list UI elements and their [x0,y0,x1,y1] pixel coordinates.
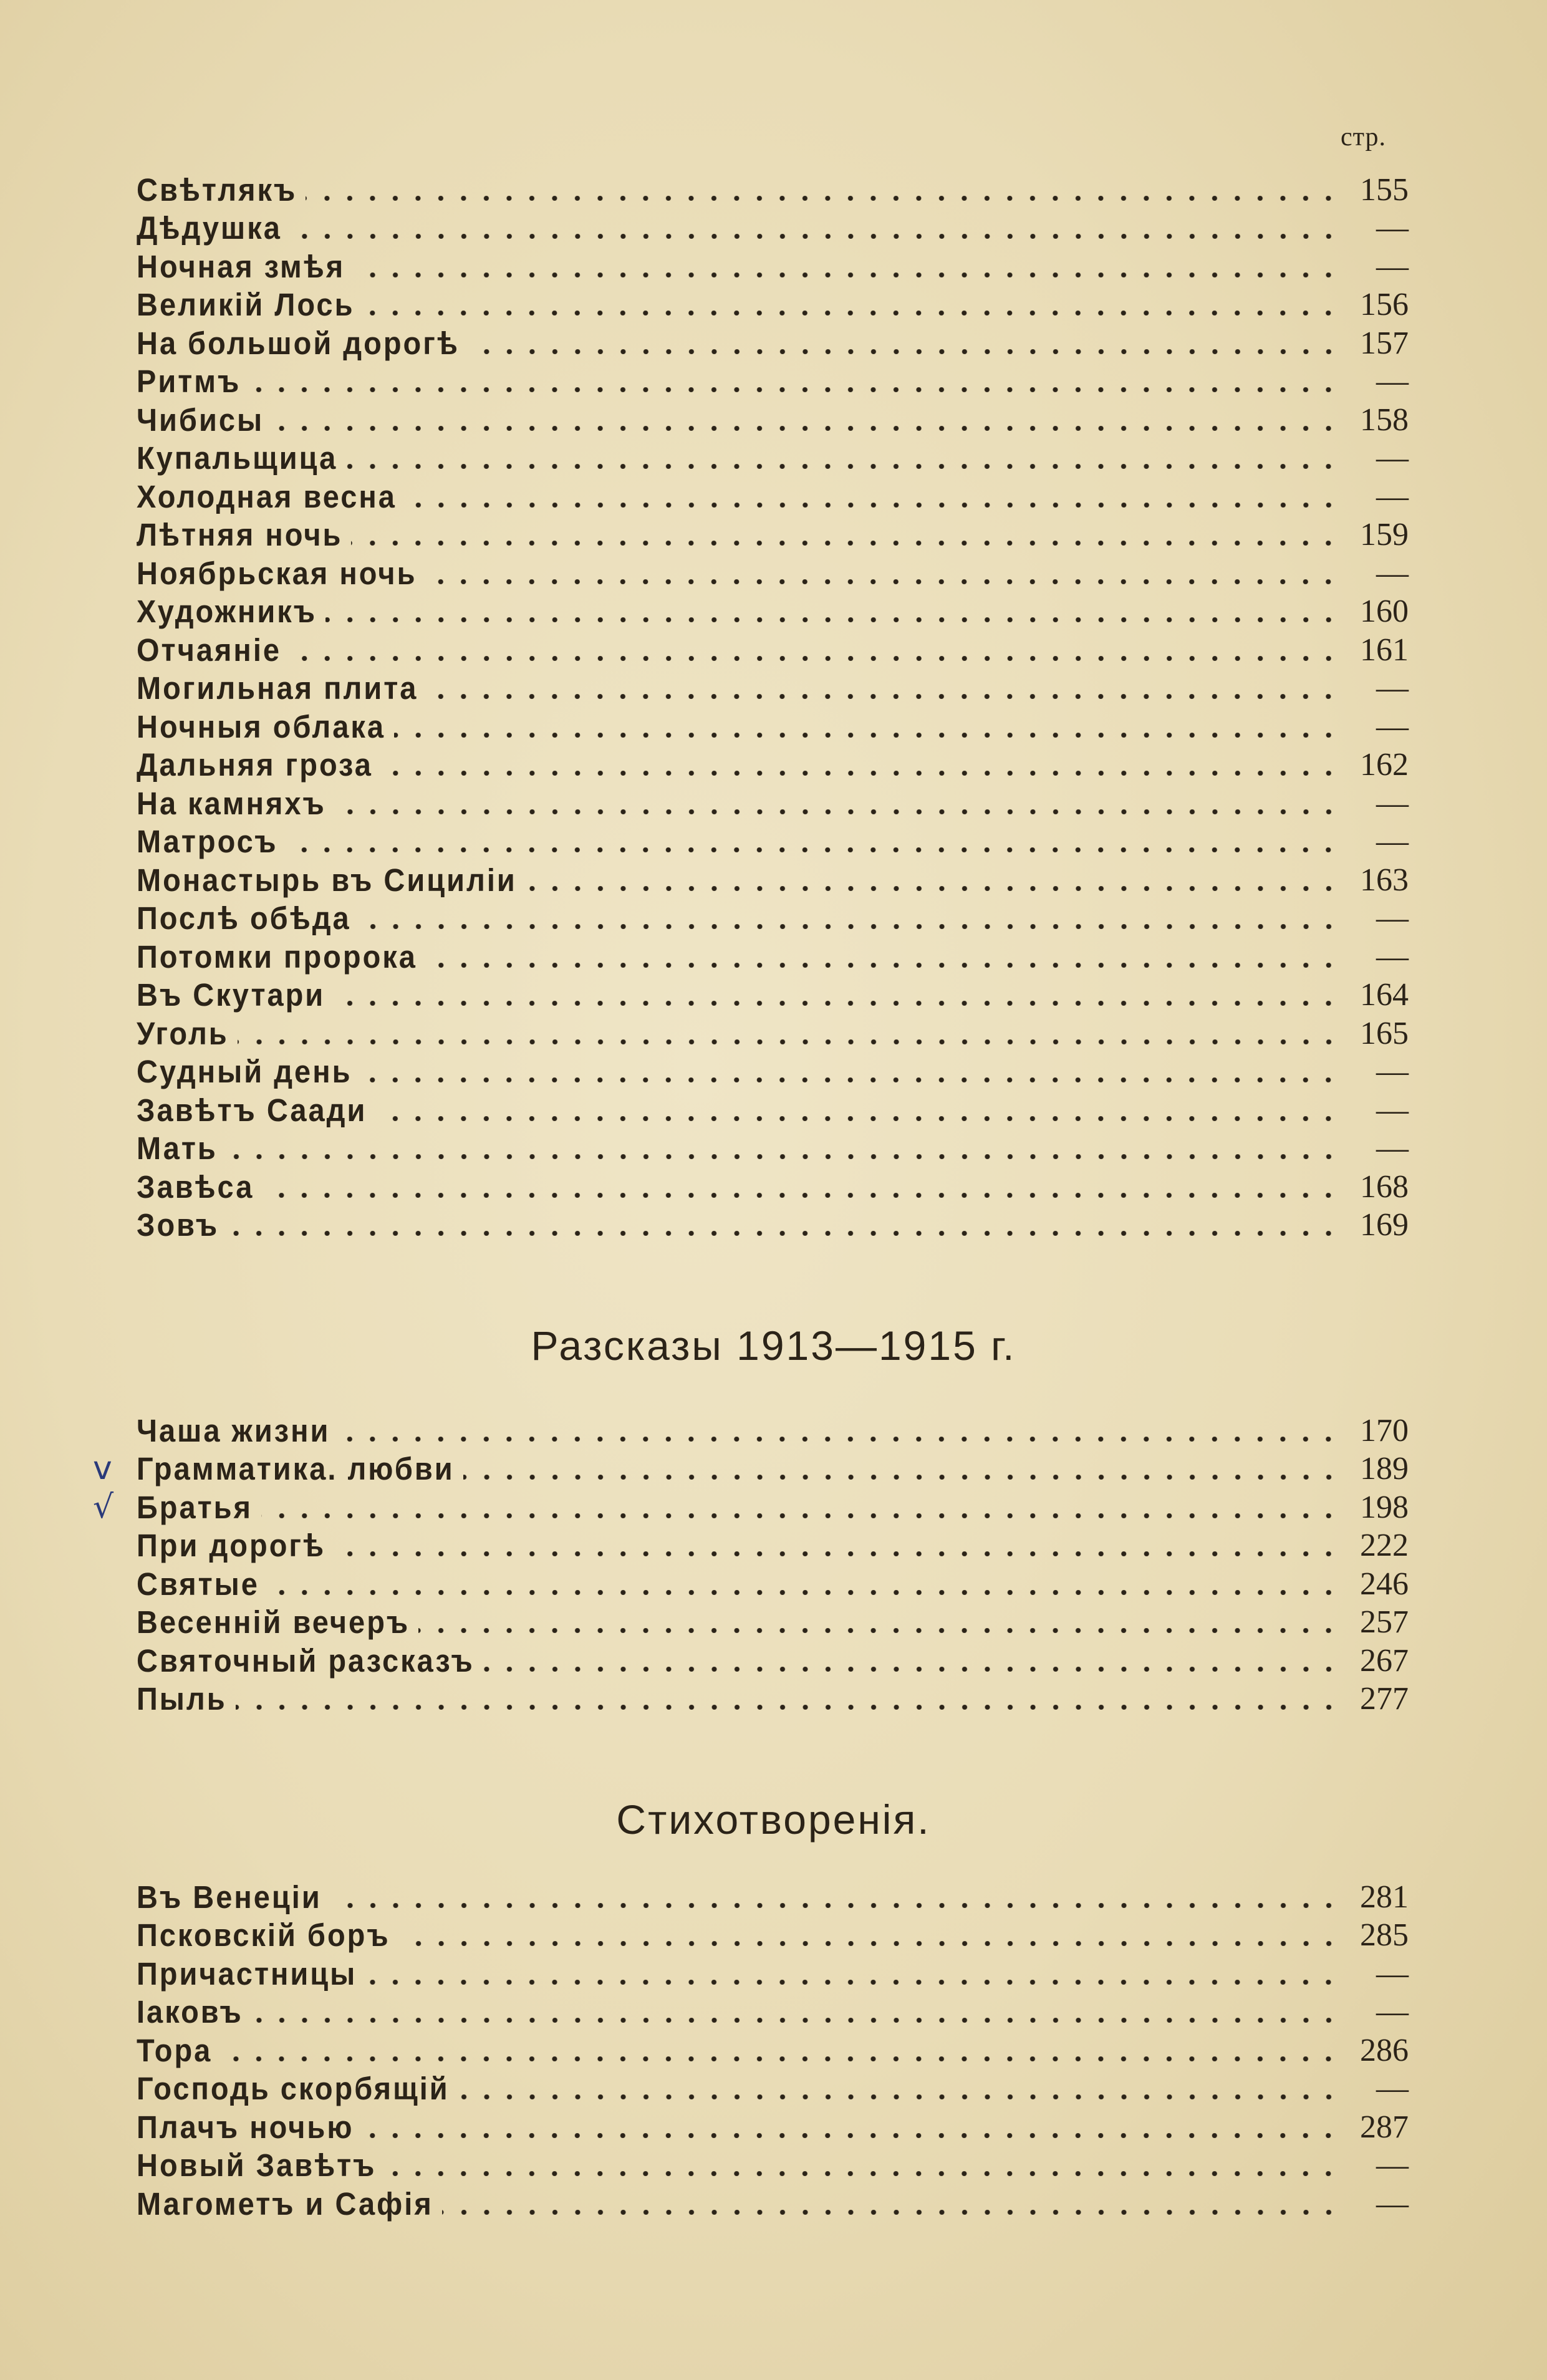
toc-entry [137,1992,1409,2031]
entry-page-number: — [1376,708,1409,744]
toc-entry [137,2030,1409,2069]
toc-entry [137,1410,1409,1449]
toc-entry [137,630,1409,668]
entry-title: Матросъ [137,823,278,859]
dot-leader [382,771,1340,776]
entry-title: Ритмъ [137,363,241,399]
toc-section-stories [93,1410,1409,1717]
handwritten-checkmark-icon: v [93,1450,112,1487]
entry-page-number: — [1376,2147,1409,2183]
toc-entry [137,937,1409,975]
entry-title: Магометъ и Сафія [137,2185,433,2222]
toc-entry [137,1602,1409,1641]
entry-page-number: — [1376,900,1409,936]
entry-title: Причастницы [137,1955,357,1992]
entry-page-number: — [1376,2185,1409,2222]
dot-leader [418,1628,1340,1633]
entry-title: Отчаяніе [137,632,282,668]
toc-entry [137,170,1409,208]
toc-entry [137,745,1409,784]
entry-title: При дорогѣ [137,1527,326,1563]
toc-entry [137,899,1409,937]
entry-title: Плачъ ночью [137,2109,354,2145]
toc-entry [137,860,1409,899]
entry-title: Святые [137,1566,259,1602]
toc-entry [137,822,1409,860]
dot-leader [363,311,1340,316]
dot-leader [458,2094,1340,2099]
entry-title: Ночная змѣя [137,248,345,284]
entry-title: Тора [137,2032,213,2068]
entry-page-number: — [1376,1994,1409,2030]
dot-leader [394,733,1340,738]
dot-leader [426,963,1340,968]
toc-entry [137,592,1409,630]
entry-title: Холодная весна [137,478,397,514]
entry-title: Господь скорбящій [137,2070,450,2106]
dot-leader [291,234,1340,239]
dot-leader [526,886,1340,891]
dot-leader [425,579,1340,584]
toc-entry [93,1449,1409,1488]
entry-title: Іаковъ [137,1993,243,2030]
entry-page-number: 164 [1360,977,1409,1013]
entry-page-number: 155 [1360,171,1409,208]
entry-page-number: — [1376,210,1409,246]
entry-page-number: 286 [1360,2032,1409,2068]
entry-title: Дальняя гроза [137,746,373,783]
entry-page-number: 277 [1360,1681,1409,1717]
dot-leader [236,1705,1340,1710]
entry-title: Художникъ [137,593,317,629]
toc-entry [137,1877,1409,1915]
toc-entry [137,1205,1409,1244]
entry-page-number: 222 [1360,1528,1409,1563]
toc-entry [137,706,1409,745]
entry-page-number: — [1376,440,1409,476]
handwritten-checkmark-icon: √ [93,1488,114,1526]
toc-entry [137,2107,1409,2146]
entry-page-number: 168 [1360,1168,1409,1205]
dot-leader [263,1193,1340,1198]
entry-title: Великій Лось [137,286,355,322]
toc-entry [137,1640,1409,1679]
dot-leader [272,426,1340,431]
dot-leader [346,464,1340,469]
dot-leader [360,1077,1340,1082]
entry-page-number: 257 [1360,1604,1409,1640]
toc-entry [137,1954,1409,1992]
dot-leader [362,2133,1340,2138]
toc-entry [137,1052,1409,1091]
dot-leader [306,196,1340,201]
dot-leader [261,1513,1340,1518]
toc-section-poems-1 [137,170,1409,1243]
entry-page-number: — [1376,248,1409,284]
dot-leader [351,541,1340,546]
dot-leader [399,1941,1340,1946]
entry-page-number: — [1376,938,1409,975]
toc-entry [137,1526,1409,1564]
entry-title: Въ Венеціи [137,1879,322,1915]
toc-entry [137,668,1409,707]
dot-leader [463,1475,1340,1480]
entry-page-number: — [1376,478,1409,514]
entry-page-number: — [1376,1054,1409,1089]
page-column-label: стр. [1341,123,1387,152]
dot-leader [375,1116,1340,1121]
entry-title: Святочный разсказъ [137,1642,475,1679]
entry-page-number: — [1376,555,1409,591]
entry-title: Братья [137,1489,253,1525]
entry-title: Чибисы [137,402,264,438]
dot-leader [483,1667,1340,1672]
entry-page-number: 160 [1360,594,1409,629]
entry-title: Зовъ [137,1207,219,1243]
dot-leader [226,1154,1340,1159]
toc-entry [137,362,1409,400]
entry-page-number: 246 [1360,1566,1409,1602]
dot-leader [335,809,1340,814]
section-heading-stories: Разсказы 1913—1915 г. [531,1322,1016,1369]
entry-title: Дѣдушка [137,210,282,246]
entry-page-number: — [1376,1092,1409,1128]
toc-entry [137,2069,1409,2108]
entry-title: Весенній вечеръ [137,1604,410,1640]
entry-page-number: 198 [1360,1489,1409,1525]
entry-page-number: 163 [1360,862,1409,898]
entry-title: Новый Завѣтъ [137,2147,377,2183]
toc-entry [137,1129,1409,1167]
dot-leader [365,1980,1340,1985]
entry-title: Лѣтняя ночь [137,516,343,552]
entry-page-number: 157 [1360,325,1409,361]
entry-page-number: 161 [1360,632,1409,668]
toc-entry [137,515,1409,554]
dot-leader [268,1590,1340,1595]
entry-title: Ночныя облака [137,708,386,744]
dot-leader [334,1551,1340,1556]
entry-title: Псковскій боръ [137,1917,390,1953]
entry-page-number: 267 [1360,1642,1409,1679]
dot-leader [249,387,1340,392]
entry-page-number: 189 [1360,1451,1409,1486]
entry-page-number: 170 [1360,1412,1409,1448]
section-heading-poems: Стихотворенія. [616,1796,931,1843]
dot-leader [228,1231,1340,1236]
toc-entry [137,553,1409,592]
entry-title: Ноябрьская ночь [137,555,417,591]
toc-entry [137,975,1409,1014]
dot-leader [325,617,1340,622]
entry-title: Монастырь въ Сициліи [137,862,517,898]
dot-leader [360,924,1340,929]
toc-entry [137,1679,1409,1718]
toc-entry [137,476,1409,515]
entry-page-number: 165 [1360,1015,1409,1051]
entry-title: На большой дорогѣ [137,325,460,361]
dot-leader [427,694,1340,699]
dot-leader [339,1437,1340,1442]
entry-title: Въ Скутари [137,976,325,1013]
entry-page-number: — [1376,1130,1409,1166]
entry-page-number: 281 [1360,1879,1409,1915]
dot-leader [286,847,1340,852]
entry-page-number: — [1376,670,1409,706]
entry-page-number: — [1376,1955,1409,1992]
entry-page-number: 285 [1360,1917,1409,1953]
toc-entry [137,400,1409,438]
entry-page-number: — [1376,364,1409,399]
entry-page-number: 159 [1360,517,1409,552]
toc-entry [137,2146,1409,2184]
entry-title: Послѣ обѣда [137,900,351,936]
dot-leader [468,349,1340,354]
dot-leader [330,1903,1340,1908]
toc-entry [137,438,1409,477]
toc-entry [137,1090,1409,1129]
entry-title: Чаша жизни [137,1412,330,1448]
entry-title: Свѣтлякъ [137,171,297,208]
dot-leader [354,272,1340,277]
toc-entry [137,1915,1409,1954]
dot-leader [290,656,1340,661]
dot-leader [334,1001,1340,1006]
entry-title: Завѣса [137,1168,254,1205]
entry-page-number: 156 [1360,287,1409,322]
entry-title: Могильная плита [137,670,418,706]
entry-title: Потомки пророка [137,938,417,975]
entry-page-number: 158 [1360,402,1409,438]
entry-title: Грамматика. любви [137,1450,455,1486]
toc-entry [137,1167,1409,1205]
entry-title: Завѣтъ Саади [137,1092,367,1128]
toc-entry [137,246,1409,285]
dot-leader [238,1039,1340,1044]
toc-entry [137,285,1409,324]
entry-page-number: — [1376,824,1409,859]
dot-leader [405,503,1340,508]
toc-entry [137,1564,1409,1602]
entry-page-number: 162 [1360,747,1409,783]
toc-entry [137,208,1409,247]
entry-title: Уголь [137,1015,229,1051]
toc-entry [137,2184,1409,2222]
dot-leader [252,2018,1340,2023]
entry-page-number: — [1376,785,1409,821]
entry-page-number: 169 [1360,1207,1409,1243]
entry-page-number: — [1376,2071,1409,2106]
entry-title: На камняхъ [137,785,326,821]
entry-title: Мать [137,1130,218,1166]
dot-leader [221,2056,1340,2061]
toc-section-poems-2 [137,1877,1409,2222]
entry-title: Пыль [137,1680,227,1717]
toc-entry [137,1013,1409,1052]
entry-page-number: 287 [1360,2109,1409,2145]
entry-title: Судный день [137,1053,352,1089]
dot-leader [442,2210,1340,2215]
dot-leader [385,2171,1340,2176]
toc-entry [137,783,1409,822]
toc-entry [137,323,1409,362]
toc-entry [93,1487,1409,1526]
entry-title: Купальщица [137,440,338,476]
